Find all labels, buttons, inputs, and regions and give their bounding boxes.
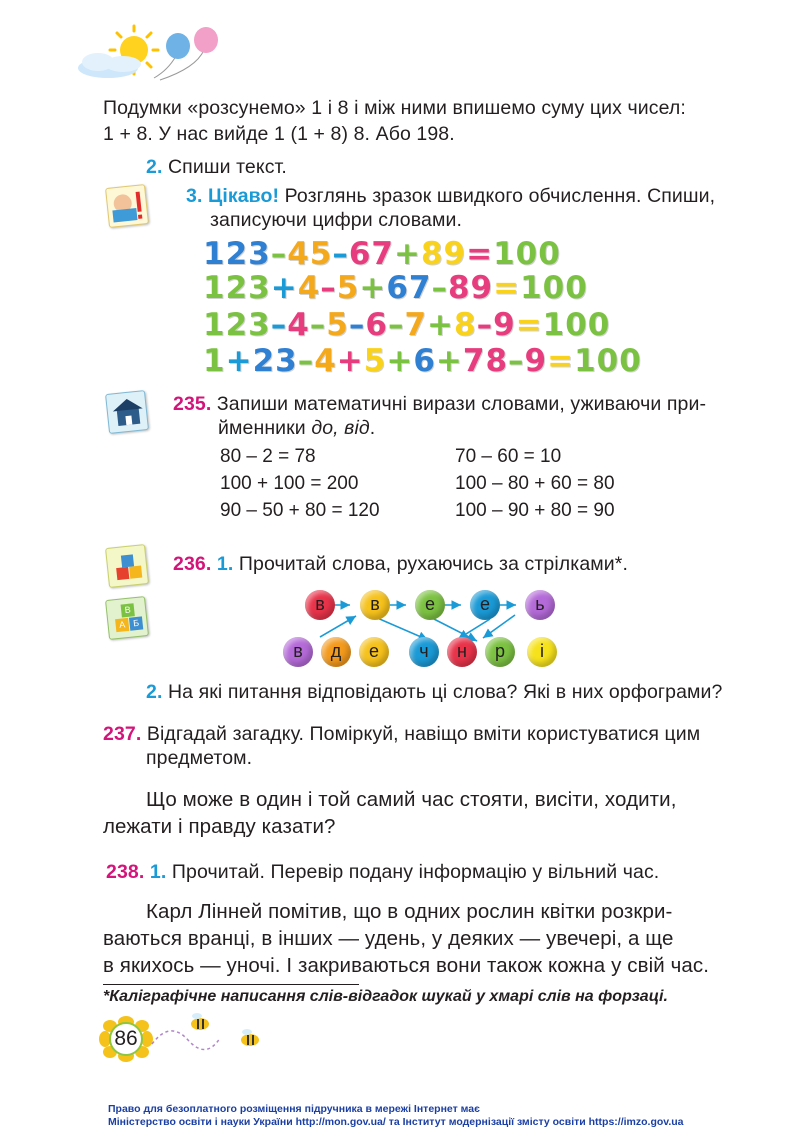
equation-token: 67 <box>386 270 432 306</box>
ex-235-left-1: 80 – 2 = 78 <box>220 446 316 467</box>
ex-238-para-line-2: ваються вранці, в інших — удень, у деяких — увечері, а ще <box>103 927 674 950</box>
equation-token: – <box>476 307 494 343</box>
letter-ball: е <box>415 590 445 620</box>
balloons-icon <box>154 27 218 80</box>
equation-token: = <box>493 270 521 306</box>
bees-decoration <box>150 1010 270 1055</box>
equation-token: 23 <box>252 343 298 379</box>
equation-token: 5 <box>326 307 349 343</box>
ex-237-line-2: предметом. <box>146 747 253 769</box>
equation-token: 100 <box>493 236 561 272</box>
equation-token: 67 <box>348 236 394 272</box>
ex-236-sub-1: 1. <box>216 553 234 575</box>
equation-token: 9 <box>524 343 548 379</box>
equation-token: + <box>270 270 298 306</box>
ex-236-number: 236. <box>173 553 212 575</box>
letter-ball: ч <box>409 637 439 667</box>
blocks-icon <box>105 544 149 588</box>
task-2-number: 2. <box>146 156 163 178</box>
letter-ball: в <box>305 590 335 620</box>
footnote: *Каліграфічне написання слів-відгадок шукай у хмарі слів на форзаці. <box>103 988 668 1005</box>
task-2-text: Спиши текст. <box>168 156 287 178</box>
equation-token: – <box>431 270 448 306</box>
equation-token: 123 <box>203 236 271 272</box>
ex-238-text: Прочитай. Перевір подану інформацію у вільний час. <box>171 861 660 883</box>
equation-token: + <box>427 307 455 343</box>
ex-235-left-3: 90 – 50 + 80 = 120 <box>220 500 380 521</box>
equation-token: 123 <box>203 307 271 343</box>
ex-235-left-2: 100 + 100 = 200 <box>220 473 359 494</box>
equation-token: 5 <box>336 270 360 306</box>
equation-token: 4 <box>287 307 310 343</box>
task-3-line-2: записуючи цифри словами. <box>210 209 462 231</box>
ex-237-number: 237. <box>103 723 142 745</box>
intro-line-1: Подумки «розсунемо» 1 і 8 і між ними впишемо суму цих чисел: <box>103 97 686 119</box>
task-3-number: 3. <box>186 185 203 207</box>
equation-token: + <box>386 343 414 379</box>
ex-236-line-2 <box>146 677 722 707</box>
letter-ball: ь <box>525 590 555 620</box>
intro-line-2: 1 + 8. У нас вийде 1 (1 + 8) 8. Або 198. <box>103 123 455 145</box>
house-icon <box>105 390 149 434</box>
ex-236-text-2: На які питання відповідають ці слова? Які в них орфограми? <box>168 681 723 703</box>
equation-row <box>203 307 610 343</box>
equation-token: 7 <box>404 307 428 343</box>
ex-235-number: 235. <box>173 393 212 415</box>
ex-236-text-1: Прочитай слова, рухаючись за стрілками*. <box>238 553 628 575</box>
ex-238-line-1 <box>106 857 659 887</box>
letter-ball: е <box>470 590 500 620</box>
equation-row <box>203 270 588 306</box>
ex-238-para-line-1: Карл Лінней помітив, що в одних рослин квітки розкри- <box>146 900 673 923</box>
equation-token: + <box>225 343 253 379</box>
riddle-line-1: Що може в один і той самий час стояти, висіти, ходити, <box>146 788 677 811</box>
page-number: 86 <box>114 1027 138 1050</box>
equation-row <box>203 343 642 379</box>
equation-token: – <box>270 236 288 272</box>
equation-token: + <box>435 343 463 379</box>
task-2 <box>146 152 287 182</box>
equation-token: 89 <box>447 270 494 306</box>
equation-token: + <box>336 343 364 379</box>
equation-token: 4 <box>314 343 337 379</box>
ex-238-number: 238. <box>106 861 145 883</box>
equation-token: 6 <box>365 307 388 343</box>
prepositions: до, від <box>311 417 370 439</box>
letter-ball: д <box>321 637 351 667</box>
equation-token: 45 <box>287 236 333 272</box>
ex-235-right-1: 70 – 60 = 10 <box>455 446 562 467</box>
equation-token: 100 <box>542 307 611 343</box>
reading-boy-icon <box>105 184 149 228</box>
equation-token: – <box>270 307 288 343</box>
equation-token: = <box>466 236 494 272</box>
equation-token: – <box>309 307 327 343</box>
letter-ball: е <box>359 637 389 667</box>
footer-line-2: Міністерство освіти і науки України http://mon.gov.ua/ та Інститут модернізації змісту освіти https://imzo.gov.ua <box>108 1116 684 1128</box>
footer-line-1: Право для безоплатного розміщення підручника в мережі Інтернет має <box>108 1103 480 1115</box>
equation-token: 4 <box>297 270 321 306</box>
equation-token: 6 <box>413 343 436 379</box>
abc-blocks-icon: А Б В <box>105 596 149 640</box>
equation-token: 100 <box>520 270 588 306</box>
ex-236-line-1 <box>173 549 628 579</box>
ex-235-text: Запиши математичні вирази словами, уживаючи при- <box>216 393 707 415</box>
task-3-text: Розглянь зразок швидкого обчислення. Спиши, <box>284 185 716 207</box>
equation-token: – <box>508 343 525 379</box>
equation-token: 8 <box>454 307 477 343</box>
ex-235-line-2: йменники до, від. <box>218 417 376 439</box>
equation-token: – <box>387 307 405 343</box>
ex-236-sub-2: 2. <box>146 681 163 703</box>
footnote-rule <box>103 984 359 985</box>
ex-238-sub: 1. <box>149 861 167 883</box>
bee-icon <box>191 1013 209 1030</box>
ex-237-text: Відгадай загадку. Поміркуй, навіщо вміти користуватися цим <box>146 723 701 745</box>
equation-token: = <box>515 307 543 343</box>
equation-token: 1 <box>203 343 226 379</box>
letter-ball: в <box>283 637 313 667</box>
equation-token: 78 <box>462 343 509 379</box>
equation-token: – <box>332 236 349 272</box>
equation-token: – <box>348 307 366 343</box>
equation-token: – <box>320 270 337 306</box>
letter-ball: і <box>527 637 557 667</box>
equation-token: 9 <box>493 307 516 343</box>
header-decoration <box>68 18 238 88</box>
equation-token: + <box>394 236 421 272</box>
ex-235-right-3: 100 – 90 + 80 = 90 <box>455 500 615 521</box>
letter-ball: в <box>360 590 390 620</box>
equation-token: 123 <box>203 270 271 306</box>
equation-token: – <box>297 343 315 379</box>
equation-row <box>203 236 561 272</box>
equation-token: 89 <box>420 236 467 272</box>
task-3-lead: Цікаво! <box>208 185 280 207</box>
letter-ball: н <box>447 637 477 667</box>
ex-238-para-line-3: в якихось — уночі. І закриваються вони також кожна у свій час. <box>103 954 709 977</box>
equation-token: 5 <box>363 343 387 379</box>
equation-token: = <box>547 343 575 379</box>
ex-235-right-2: 100 – 80 + 60 = 80 <box>455 473 615 494</box>
letter-ball: р <box>485 637 515 667</box>
riddle-line-2: лежати і правду казати? <box>103 815 336 838</box>
equation-token: 100 <box>574 343 642 379</box>
equation-token: + <box>359 270 387 306</box>
bee-icon <box>241 1029 259 1046</box>
page-number-badge <box>98 1016 154 1062</box>
